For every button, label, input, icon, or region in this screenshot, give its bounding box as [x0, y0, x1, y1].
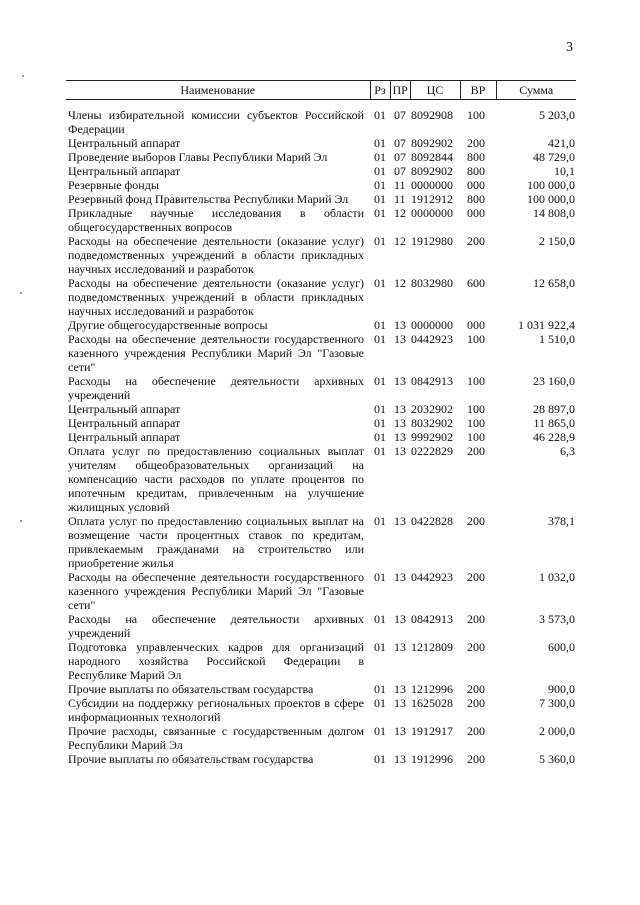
table-row [66, 416, 576, 430]
cell-name: Проведение выборов Главы Республики Марий Эл [68, 150, 328, 164]
cell-vr: 600 [467, 276, 485, 290]
cell-rz: 01 [374, 752, 386, 766]
cell-vr: 100 [467, 416, 485, 430]
table-row [66, 402, 576, 416]
table-row [66, 374, 576, 402]
cell-pr: 13 [394, 402, 406, 416]
table-header-row [66, 81, 576, 100]
cell-pr: 13 [394, 318, 406, 332]
cell-sum: 1 032,0 [539, 570, 575, 584]
page-number: 3 [566, 40, 573, 55]
cell-rz: 01 [374, 276, 386, 290]
cell-name: Другие общегосударственные вопросы [68, 318, 268, 332]
cell-name: Расходы на обеспечение деятельности (оказание услуг) подведомственных учреждений в области прикладных научных исследований и разработок [68, 234, 364, 276]
cell-rz: 01 [374, 402, 386, 416]
cell-sum: 14 808,0 [533, 206, 575, 220]
cell-vr: 200 [467, 612, 485, 626]
cell-name: Прочие расходы, связанные с государственным долгом Республики Марий Эл [68, 724, 364, 752]
table-row [66, 682, 576, 696]
table-row [66, 640, 576, 682]
cell-pr: 13 [394, 752, 406, 766]
table-row [66, 514, 576, 570]
header-cs: ЦС [410, 81, 460, 100]
table-row [66, 164, 576, 178]
cell-vr: 200 [467, 136, 485, 150]
cell-vr: 100 [467, 108, 485, 122]
table-row [66, 150, 576, 164]
cell-cs: 1912996 [411, 752, 453, 766]
cell-sum: 1 510,0 [539, 332, 575, 346]
table-row [66, 178, 576, 192]
cell-rz: 01 [374, 430, 386, 444]
cell-vr: 100 [467, 374, 485, 388]
cell-vr: 200 [467, 570, 485, 584]
cell-sum: 600,0 [548, 640, 575, 654]
cell-pr: 12 [394, 234, 406, 248]
table-row [66, 234, 576, 276]
cell-cs: 1212809 [411, 640, 453, 654]
cell-vr: 000 [467, 178, 485, 192]
cell-name: Центральный аппарат [68, 402, 181, 416]
cell-cs: 8032980 [411, 276, 453, 290]
table-row [66, 100, 576, 137]
header-name: Наименование [66, 81, 370, 100]
cell-rz: 01 [374, 696, 386, 710]
cell-cs: 0422828 [411, 514, 453, 528]
cell-sum: 7 300,0 [539, 696, 575, 710]
cell-sum: 1 031 922,4 [518, 318, 575, 332]
cell-cs: 8092844 [411, 150, 453, 164]
cell-rz: 01 [374, 136, 386, 150]
cell-pr: 13 [394, 640, 406, 654]
table-row [66, 206, 576, 234]
cell-cs: 8092908 [411, 108, 453, 122]
cell-pr: 11 [394, 178, 406, 192]
cell-cs: 2032902 [411, 402, 453, 416]
cell-name: Расходы на обеспечение деятельности государственного казенного учреждения Республики Марий Эл "Газовые сети" [68, 570, 364, 612]
cell-rz: 01 [374, 374, 386, 388]
scan-mark [20, 292, 22, 294]
cell-vr: 100 [467, 402, 485, 416]
cell-vr: 200 [467, 514, 485, 528]
cell-name: Расходы на обеспечение деятельности архивных учреждений [68, 374, 364, 402]
cell-name: Расходы на обеспечение деятельности архивных учреждений [68, 612, 364, 640]
cell-sum: 2 000,0 [539, 724, 575, 738]
cell-pr: 13 [394, 724, 406, 738]
cell-pr: 13 [394, 570, 406, 584]
cell-cs: 8032902 [411, 416, 453, 430]
cell-sum: 100 000,0 [527, 178, 575, 192]
table-row [66, 318, 576, 332]
cell-pr: 13 [394, 514, 406, 528]
table-row [66, 430, 576, 444]
cell-rz: 01 [374, 192, 386, 206]
cell-cs: 0842913 [411, 374, 453, 388]
cell-sum: 23 160,0 [533, 374, 575, 388]
table-row [66, 570, 576, 612]
cell-vr: 800 [467, 150, 485, 164]
cell-vr: 800 [467, 192, 485, 206]
cell-rz: 01 [374, 612, 386, 626]
cell-name: Центральный аппарат [68, 430, 181, 444]
table-row [66, 136, 576, 150]
cell-name: Центральный аппарат [68, 136, 181, 150]
cell-rz: 01 [374, 234, 386, 248]
budget-table [66, 80, 576, 766]
cell-pr: 13 [394, 332, 406, 346]
cell-pr: 13 [394, 444, 406, 458]
header-sum: Сумма [496, 81, 576, 100]
table-row [66, 444, 576, 514]
cell-cs: 0442923 [411, 570, 453, 584]
table-row [66, 192, 576, 206]
cell-name: Подготовка управленческих кадров для организаций народного хозяйства Российской Федерации в Республике Марий Эл [68, 640, 364, 682]
cell-rz: 01 [374, 150, 386, 164]
cell-sum: 378,1 [548, 514, 575, 528]
table-row [66, 612, 576, 640]
cell-vr: 200 [467, 682, 485, 696]
cell-name: Расходы на обеспечение деятельности (оказание услуг) подведомственных учреждений в области прикладных научных исследований и разработок [68, 276, 364, 318]
table-row [66, 696, 576, 724]
cell-name: Центральный аппарат [68, 416, 181, 430]
header-rz: Рз [370, 81, 390, 100]
cell-sum: 2 150,0 [539, 234, 575, 248]
cell-rz: 01 [374, 416, 386, 430]
cell-sum: 46 228,9 [533, 430, 575, 444]
cell-name: Прочие выплаты по обязательствам государства [68, 682, 314, 696]
cell-cs: 0442923 [411, 332, 453, 346]
cell-rz: 01 [374, 206, 386, 220]
cell-name: Оплата услуг по предоставлению социальных выплат на возмещение части процентных ставок по кредитам, привлекаемым гражданами на строительство или приобретение жилья [68, 514, 364, 570]
cell-name: Прикладные научные исследования в области общегосударственных вопросов [68, 206, 364, 234]
cell-rz: 01 [374, 724, 386, 738]
cell-cs: 0842913 [411, 612, 453, 626]
cell-sum: 5 203,0 [539, 108, 575, 122]
cell-pr: 13 [394, 612, 406, 626]
cell-pr: 11 [394, 192, 406, 206]
cell-vr: 100 [467, 430, 485, 444]
cell-name: Субсидии на поддержку региональных проектов в сфере информационных технологий [68, 696, 364, 724]
cell-name: Резервные фонды [68, 178, 159, 192]
cell-rz: 01 [374, 514, 386, 528]
cell-pr: 13 [394, 682, 406, 696]
cell-cs: 0000000 [411, 178, 453, 192]
cell-vr: 200 [467, 444, 485, 458]
cell-name: Прочие выплаты по обязательствам государства [68, 752, 314, 766]
cell-vr: 200 [467, 752, 485, 766]
cell-sum: 6,3 [560, 444, 575, 458]
cell-cs: 8092902 [411, 164, 453, 178]
cell-sum: 12 658,0 [533, 276, 575, 290]
cell-name: Резервный фонд Правительства Республики Марий Эл [68, 192, 349, 206]
table-body [66, 100, 576, 767]
cell-sum: 10,1 [554, 164, 575, 178]
table-row [66, 752, 576, 766]
scan-mark [20, 520, 22, 522]
cell-rz: 01 [374, 178, 386, 192]
cell-pr: 13 [394, 374, 406, 388]
cell-cs: 8092902 [411, 136, 453, 150]
cell-sum: 421,0 [548, 136, 575, 150]
cell-rz: 01 [374, 444, 386, 458]
cell-cs: 1212996 [411, 682, 453, 696]
cell-vr: 200 [467, 724, 485, 738]
cell-pr: 07 [394, 108, 406, 122]
header-vr: ВР [460, 81, 496, 100]
cell-cs: 0222829 [411, 444, 453, 458]
cell-sum: 28 897,0 [533, 402, 575, 416]
table-row [66, 276, 576, 318]
table-row [66, 332, 576, 374]
cell-pr: 07 [394, 164, 406, 178]
cell-cs: 1625028 [411, 696, 453, 710]
cell-cs: 1912917 [411, 724, 453, 738]
cell-rz: 01 [374, 164, 386, 178]
cell-name: Члены избирательной комиссии субъектов Российской Федерации [68, 108, 364, 136]
cell-pr: 07 [394, 150, 406, 164]
header-pr: ПР [390, 81, 410, 100]
cell-cs: 1912980 [411, 234, 453, 248]
cell-cs: 9992902 [411, 430, 453, 444]
cell-cs: 0000000 [411, 318, 453, 332]
cell-vr: 000 [467, 318, 485, 332]
cell-sum: 100 000,0 [527, 192, 575, 206]
cell-pr: 13 [394, 416, 406, 430]
cell-pr: 13 [394, 430, 406, 444]
cell-sum: 900,0 [548, 682, 575, 696]
cell-vr: 800 [467, 164, 485, 178]
cell-rz: 01 [374, 570, 386, 584]
cell-sum: 3 573,0 [539, 612, 575, 626]
scan-mark [22, 75, 24, 77]
cell-vr: 200 [467, 640, 485, 654]
cell-cs: 1912912 [411, 192, 453, 206]
cell-pr: 13 [394, 696, 406, 710]
cell-rz: 01 [374, 332, 386, 346]
cell-pr: 12 [394, 206, 406, 220]
cell-vr: 200 [467, 234, 485, 248]
cell-sum: 48 729,0 [533, 150, 575, 164]
cell-rz: 01 [374, 682, 386, 696]
cell-name: Расходы на обеспечение деятельности государственного казенного учреждения Республики Марий Эл "Газовые сети" [68, 332, 364, 374]
cell-vr: 100 [467, 332, 485, 346]
cell-vr: 200 [467, 696, 485, 710]
table-row [66, 724, 576, 752]
cell-vr: 000 [467, 206, 485, 220]
cell-cs: 0000000 [411, 206, 453, 220]
cell-rz: 01 [374, 108, 386, 122]
cell-sum: 5 360,0 [539, 752, 575, 766]
cell-sum: 11 865,0 [533, 416, 575, 430]
cell-name: Центральный аппарат [68, 164, 181, 178]
cell-pr: 07 [394, 136, 406, 150]
cell-name: Оплата услуг по предоставлению социальных выплат учителям общеобразовательных организаций на компенсацию части расходов по уплате процентов по ипотечным кредитам, привлеченным на улучшение жилищных условий [68, 444, 364, 514]
cell-pr: 12 [394, 276, 406, 290]
cell-rz: 01 [374, 318, 386, 332]
cell-rz: 01 [374, 640, 386, 654]
